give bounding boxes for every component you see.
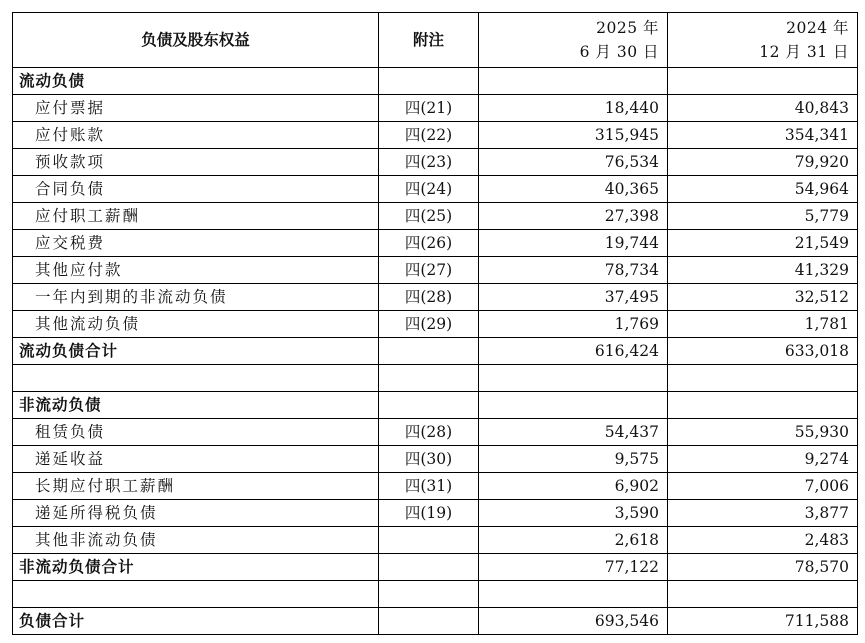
- row-value-2024: 7,006: [668, 473, 858, 500]
- table-row: [13, 176, 858, 203]
- row-label: 其他非流动负债: [13, 527, 379, 554]
- row-note: 四(26): [379, 230, 479, 257]
- table-row: [13, 419, 858, 446]
- row-label: 合同负债: [13, 176, 379, 203]
- header-2024-date: 12 月 31 日: [759, 43, 849, 61]
- row-note: [379, 392, 479, 419]
- row-value-2024: [668, 365, 858, 392]
- header-period-2025: [479, 13, 668, 68]
- row-note: 四(25): [379, 203, 479, 230]
- total-row: [13, 554, 858, 581]
- table-row: [13, 203, 858, 230]
- row-note: 四(24): [379, 176, 479, 203]
- row-value-2025: 76,534: [479, 149, 668, 176]
- row-label: 应交税费: [13, 230, 379, 257]
- row-value-2025: [479, 392, 668, 419]
- table-row: [13, 284, 858, 311]
- header-note-column: 附注: [379, 13, 479, 68]
- row-note: 四(28): [379, 284, 479, 311]
- row-value-2024: 21,549: [668, 230, 858, 257]
- header-period-2024: [668, 13, 858, 68]
- row-value-2025: 1,769: [479, 311, 668, 338]
- section-row: [13, 68, 858, 95]
- row-value-2024: 1,781: [668, 311, 858, 338]
- row-value-2025: 27,398: [479, 203, 668, 230]
- row-value-2025: [479, 581, 668, 608]
- table-row: [13, 230, 858, 257]
- row-value-2025: [479, 68, 668, 95]
- row-note: [379, 527, 479, 554]
- row-label: 其他流动负债: [13, 311, 379, 338]
- table-row: [13, 500, 858, 527]
- row-value-2024: [668, 68, 858, 95]
- table-row: [13, 446, 858, 473]
- row-value-2024: 78,570: [668, 554, 858, 581]
- row-note: 四(28): [379, 419, 479, 446]
- row-value-2024: 40,843: [668, 95, 858, 122]
- row-value-2025: [479, 365, 668, 392]
- row-label: 应付职工薪酬: [13, 203, 379, 230]
- row-label: 递延收益: [13, 446, 379, 473]
- table-row: [13, 473, 858, 500]
- row-note: 四(30): [379, 446, 479, 473]
- table-body: [13, 68, 858, 635]
- row-value-2024: 79,920: [668, 149, 858, 176]
- table-row: [13, 122, 858, 149]
- row-value-2025: 315,945: [479, 122, 668, 149]
- row-note: [379, 581, 479, 608]
- header-item-column: 负债及股东权益: [13, 13, 379, 68]
- row-note: 四(19): [379, 500, 479, 527]
- table-row: [13, 527, 858, 554]
- row-value-2025: 693,546: [479, 608, 668, 635]
- row-value-2024: 3,877: [668, 500, 858, 527]
- row-label: 负债合计: [13, 608, 379, 635]
- row-label: 流动负债: [13, 68, 379, 95]
- row-note: [379, 554, 479, 581]
- liabilities-table: [12, 12, 858, 635]
- row-value-2024: 32,512: [668, 284, 858, 311]
- row-value-2025: 37,495: [479, 284, 668, 311]
- spacer-row: [13, 365, 858, 392]
- row-value-2025: 78,734: [479, 257, 668, 284]
- row-value-2025: 9,575: [479, 446, 668, 473]
- row-value-2024: 41,329: [668, 257, 858, 284]
- row-value-2025: 77,122: [479, 554, 668, 581]
- row-value-2025: 54,437: [479, 419, 668, 446]
- row-label: 非流动负债: [13, 392, 379, 419]
- row-note: 四(29): [379, 311, 479, 338]
- row-value-2024: 354,341: [668, 122, 858, 149]
- row-label: 一年内到期的非流动负债: [13, 284, 379, 311]
- table-header-row: [13, 13, 858, 68]
- row-note: [379, 338, 479, 365]
- row-label: 流动负债合计: [13, 338, 379, 365]
- row-value-2024: [668, 392, 858, 419]
- row-note: [379, 68, 479, 95]
- row-note: [379, 365, 479, 392]
- row-label: [13, 581, 379, 608]
- row-value-2024: 633,018: [668, 338, 858, 365]
- row-note: 四(23): [379, 149, 479, 176]
- row-note: 四(27): [379, 257, 479, 284]
- row-label: 递延所得税负债: [13, 500, 379, 527]
- row-note: 四(31): [379, 473, 479, 500]
- spacer-row: [13, 581, 858, 608]
- section-row: [13, 392, 858, 419]
- header-2024-year: 2024 年: [786, 19, 849, 37]
- row-label: 其他应付款: [13, 257, 379, 284]
- balance-sheet: [12, 12, 857, 635]
- row-value-2025: 40,365: [479, 176, 668, 203]
- row-value-2024: 2,483: [668, 527, 858, 554]
- table-row: [13, 257, 858, 284]
- row-value-2025: 6,902: [479, 473, 668, 500]
- row-note: 四(21): [379, 95, 479, 122]
- row-value-2025: 616,424: [479, 338, 668, 365]
- header-2025-date: 6 月 30 日: [579, 43, 659, 61]
- row-value-2024: 54,964: [668, 176, 858, 203]
- row-label: 长期应付职工薪酬: [13, 473, 379, 500]
- row-note: [379, 608, 479, 635]
- row-label: 应付票据: [13, 95, 379, 122]
- row-value-2024: 55,930: [668, 419, 858, 446]
- row-value-2025: 19,744: [479, 230, 668, 257]
- table-row: [13, 311, 858, 338]
- header-2025-year: 2025 年: [596, 19, 659, 37]
- row-value-2024: 711,588: [668, 608, 858, 635]
- row-value-2025: 2,618: [479, 527, 668, 554]
- row-note: 四(22): [379, 122, 479, 149]
- table-row: [13, 95, 858, 122]
- row-value-2025: 18,440: [479, 95, 668, 122]
- row-label: 预收款项: [13, 149, 379, 176]
- row-label: [13, 365, 379, 392]
- row-label: 租赁负债: [13, 419, 379, 446]
- row-label: 应付账款: [13, 122, 379, 149]
- row-value-2025: 3,590: [479, 500, 668, 527]
- row-value-2024: 5,779: [668, 203, 858, 230]
- table-row: [13, 149, 858, 176]
- row-label: 非流动负债合计: [13, 554, 379, 581]
- total-row: [13, 608, 858, 635]
- row-value-2024: [668, 581, 858, 608]
- row-value-2024: 9,274: [668, 446, 858, 473]
- total-row: [13, 338, 858, 365]
